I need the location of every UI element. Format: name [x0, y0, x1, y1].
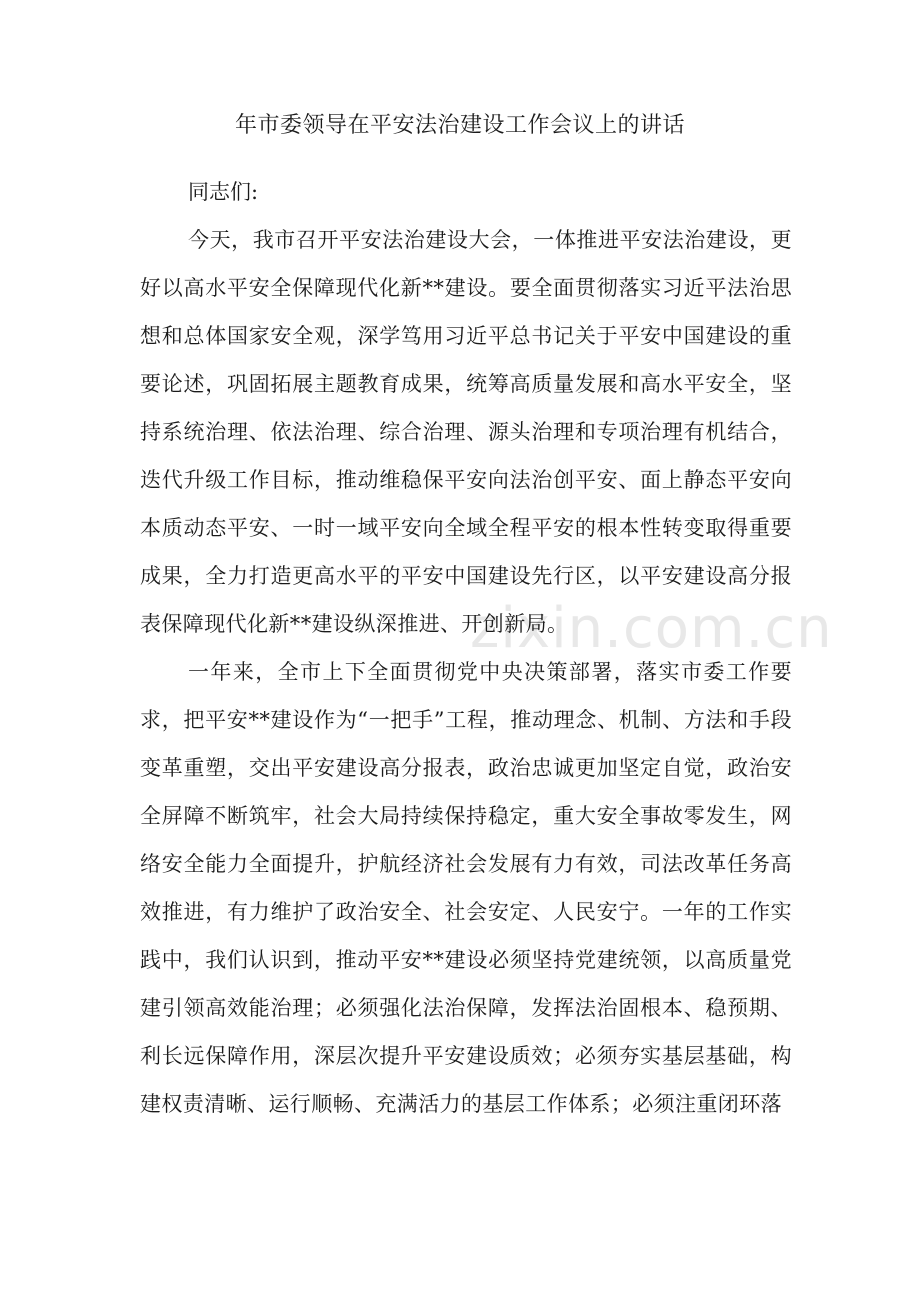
- watermark: zixin.com.cn: [470, 596, 833, 661]
- greeting: 同志们:: [188, 180, 259, 204]
- paragraph-1: 今天，我市召开平安法治建设大会，一体推进平安法治建设，更好以高水平安全保障现代化新**建设。要全面贯彻落实习近平法治思想和总体国家安全观，深学笃用习近平总书记关于平安中国建设的重要论述，巩固拓展主题教育成果，统筹高质量发展和高水平安全，坚持系统治理、依法治理、综合治理、源头治理和专项治理有机结合，迭代升级工作目标，推动维稳保平安向法治创平安、面上静态平安向本质动态平安、一时一域平安向全域全程平安的根本性转变取得重要成果，全力打造更高水平的平安中国建设先行区，以平安建设高分报表保障现代化新**建设纵深推进、开创新局。: [140, 228, 792, 636]
- document-title: 年市委领导在平安法治建设工作会议上的讲话: [234, 113, 685, 138]
- document-body: [140, 168, 792, 1128]
- paragraph-2: 一年来，全市上下全面贯彻党中央决策部署，落实市委工作要求，把平安**建设作为“一把手”工程，推动理念、机制、方法和手段变革重塑，交出平安建设高分报表，政治忠诚更加坚定自觉，政治安全屏障不断筑牢，社会大局持续保持稳定，重大安全事故零发生，网络安全能力全面提升，护航经济社会发展有力有效，司法改革任务高效推进，有力维护了政治安全、社会安定、人民安宁。一年的工作实践中，我们认识到，推动平安**建设必须坚持党建统领，以高质量党建引领高效能治理；必须强化法治保障，发挥法治固根本、稳预期、利长远保障作用，深层次提升平安建设质效；必须夯实基层基础，构建权责清晰、运行顺畅、充满活力的基层工作体系；必须注重闭环落: [140, 660, 792, 1116]
